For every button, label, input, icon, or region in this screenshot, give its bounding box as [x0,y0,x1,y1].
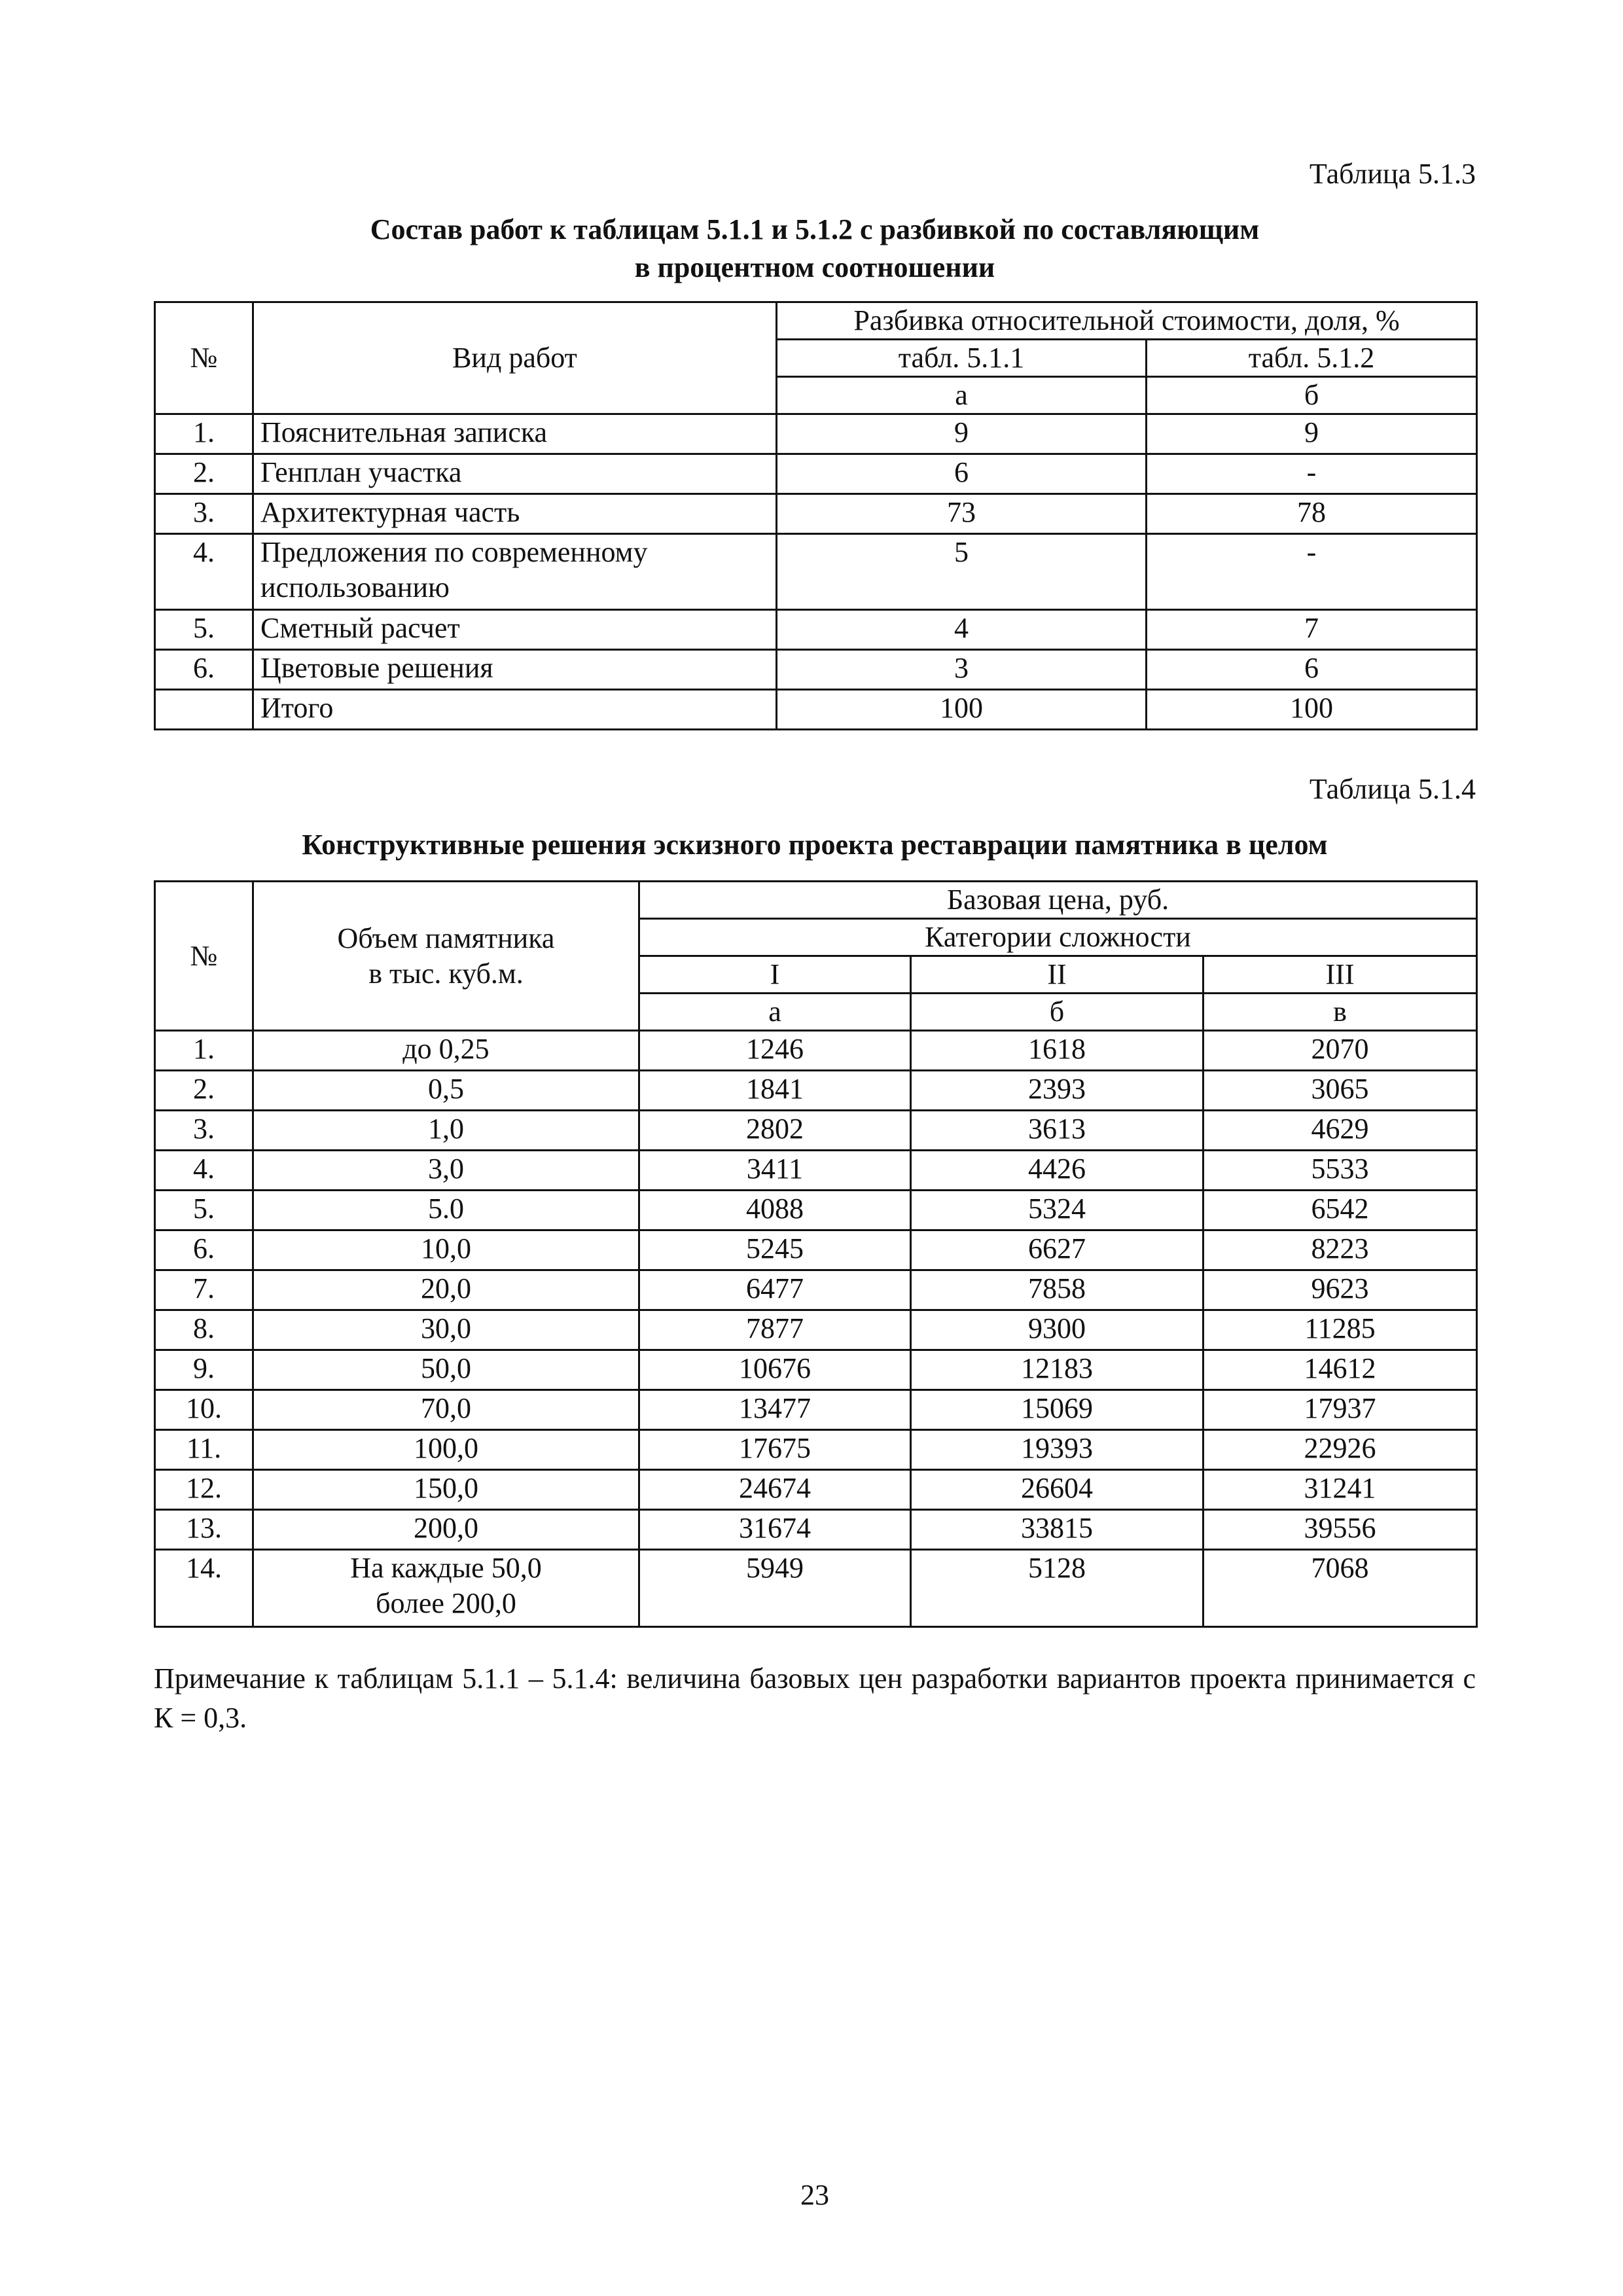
row-price-c: 2070 [1204,1031,1477,1071]
row-price-c: 39556 [1204,1510,1477,1550]
row-value-b: 9 [1147,414,1477,454]
row-num: 3. [155,1111,253,1151]
table2-header-base-price: Базовая цена, руб. [639,882,1477,919]
row-work-type: Предложения по современному использованию [253,534,777,610]
row-volume: 200,0 [253,1510,639,1550]
table2-label: Таблица 5.1.4 [1309,773,1476,805]
row-volume-line1: На каждые 50,0 [350,1552,542,1584]
table-row [155,534,1477,610]
row-value-b: 6 [1147,650,1477,690]
table-row [155,454,1477,494]
table2-header-cat1: I [639,956,911,994]
row-price-a: 5949 [639,1550,911,1627]
table1-header-work-type: Вид работ [253,302,777,414]
total-label: Итого [253,690,777,730]
row-price-b: 19393 [911,1430,1204,1470]
table-row [155,650,1477,690]
table1-header-col2: табл. 5.1.2 [1147,340,1477,377]
row-num: 8. [155,1310,253,1350]
row-price-c: 6542 [1204,1191,1477,1230]
row-volume: 50,0 [253,1350,639,1390]
table1-header-num: № [155,302,253,414]
table-row [155,1111,1477,1151]
table1-total-row [155,690,1477,730]
row-price-a: 13477 [639,1390,911,1430]
row-value-b: 7 [1147,610,1477,650]
row-volume: 3,0 [253,1151,639,1191]
table2-header-cat1-letter: а [639,994,911,1031]
row-price-a: 10676 [639,1350,911,1390]
table-row [155,1031,1477,1071]
row-num: 5. [155,610,253,650]
row-num: 4. [155,534,253,610]
row-value-a: 3 [777,650,1147,690]
row-num: 9. [155,1350,253,1390]
table1-header-breakdown: Разбивка относительной стоимости, доля, % [777,302,1477,340]
table1-title-line2: в процентном соотношении [634,251,995,283]
row-num: 3. [155,494,253,534]
row-num: 2. [155,1071,253,1111]
table-row [155,1270,1477,1310]
row-volume: 100,0 [253,1430,639,1470]
table1-header-col1-letter: а [777,377,1147,414]
row-work-type: Генплан участка [253,454,777,494]
row-price-c: 4629 [1204,1111,1477,1151]
row-volume: 150,0 [253,1470,639,1510]
row-value-a: 4 [777,610,1147,650]
row-price-c: 22926 [1204,1430,1477,1470]
row-num: 1. [155,414,253,454]
table2-header-cat2-letter: б [911,994,1204,1031]
row-price-a: 31674 [639,1510,911,1550]
row-price-c: 31241 [1204,1470,1477,1510]
table2-header-cat3-letter: в [1204,994,1477,1031]
row-price-a: 7877 [639,1310,911,1350]
row-volume: до 0,25 [253,1031,639,1071]
row-volume-line2: более 200,0 [376,1587,516,1619]
row-price-c: 14612 [1204,1350,1477,1390]
row-price-c: 11285 [1204,1310,1477,1350]
table2-header-volume-line1: Объем памятника [337,922,555,954]
row-value-b: - [1147,454,1477,494]
row-value-b: - [1147,534,1477,610]
row-price-a: 4088 [639,1191,911,1230]
row-price-a: 2802 [639,1111,911,1151]
row-volume: 10,0 [253,1230,639,1270]
table1-label: Таблица 5.1.3 [1309,158,1476,190]
row-volume: 30,0 [253,1310,639,1350]
row-price-b: 3613 [911,1111,1204,1151]
row-price-b: 4426 [911,1151,1204,1191]
row-volume: 0,5 [253,1071,639,1111]
row-price-b: 1618 [911,1031,1204,1071]
row-value-b: 78 [1147,494,1477,534]
row-price-a: 6477 [639,1270,911,1310]
row-num: 12. [155,1470,253,1510]
row-num: 6. [155,650,253,690]
row-price-a: 24674 [639,1470,911,1510]
table1-work-breakdown [154,301,1478,730]
row-price-b: 6627 [911,1230,1204,1270]
row-num: 6. [155,1230,253,1270]
row-work-type: Пояснительная записка [253,414,777,454]
row-value-a: 73 [777,494,1147,534]
row-num: 5. [155,1191,253,1230]
table-row [155,1230,1477,1270]
tables-note: Примечание к таблицам 5.1.1 – 5.1.4: величина базовых цен разработки вариантов проекта принимается с К = 0,3. [154,1662,1476,1734]
table-row [155,1310,1477,1350]
row-volume: 70,0 [253,1390,639,1430]
table2-header-row [155,882,1477,919]
row-price-b: 5128 [911,1550,1204,1627]
row-num: 14. [155,1550,253,1627]
row-work-type: Сметный расчет [253,610,777,650]
table-row [155,414,1477,454]
table2-last-row [155,1550,1477,1627]
table-row [155,1350,1477,1390]
row-price-b: 26604 [911,1470,1204,1510]
table-row [155,1191,1477,1230]
row-price-c: 5533 [1204,1151,1477,1191]
table-row [155,494,1477,534]
row-price-b: 5324 [911,1191,1204,1230]
table2-header-categories: Категории сложности [639,919,1477,956]
table-row [155,1151,1477,1191]
row-num: 7. [155,1270,253,1310]
row-price-c: 7068 [1204,1550,1477,1627]
row-volume [253,1550,639,1627]
total-value-a: 100 [777,690,1147,730]
row-price-a: 1246 [639,1031,911,1071]
row-value-a: 5 [777,534,1147,610]
row-value-a: 6 [777,454,1147,494]
table2-title: Конструктивные решения эскизного проекта реставрации памятника в целом [302,829,1328,861]
table-row [155,1390,1477,1430]
row-price-c: 3065 [1204,1071,1477,1111]
row-num: 11. [155,1430,253,1470]
row-price-a: 3411 [639,1151,911,1191]
row-num: 1. [155,1031,253,1071]
row-price-b: 7858 [911,1270,1204,1310]
row-price-b: 2393 [911,1071,1204,1111]
row-num: 2. [155,454,253,494]
row-work-type: Цветовые решения [253,650,777,690]
row-price-a: 1841 [639,1071,911,1111]
row-price-c: 8223 [1204,1230,1477,1270]
row-price-b: 15069 [911,1390,1204,1430]
row-value-a: 9 [777,414,1147,454]
row-price-b: 33815 [911,1510,1204,1550]
table2-header-volume-line2: в тыс. куб.м. [368,957,524,990]
table1-title-line1: Состав работ к таблицам 5.1.1 и 5.1.2 с разбивкой по составляющим [370,213,1260,245]
row-price-b: 12183 [911,1350,1204,1390]
row-price-c: 9623 [1204,1270,1477,1310]
table2-header-num: № [155,882,253,1031]
row-volume: 20,0 [253,1270,639,1310]
table-row [155,1470,1477,1510]
total-num [155,690,253,730]
table-row [155,1510,1477,1550]
row-num: 4. [155,1151,253,1191]
table-row [155,1430,1477,1470]
table1-header-col1: табл. 5.1.1 [777,340,1147,377]
table2-header-cat3: III [1204,956,1477,994]
table2-base-prices [154,880,1478,1628]
table2-header-cat2: II [911,956,1204,994]
row-price-c: 17937 [1204,1390,1477,1430]
table2-header-volume [253,882,639,1031]
row-work-type: Архитектурная часть [253,494,777,534]
total-value-b: 100 [1147,690,1477,730]
table-row [155,1071,1477,1111]
page-number: 23 [800,2179,829,2211]
row-volume: 5.0 [253,1191,639,1230]
table1-header-row [155,302,1477,340]
row-price-a: 17675 [639,1430,911,1470]
table-row [155,610,1477,650]
row-volume: 1,0 [253,1111,639,1151]
row-price-a: 5245 [639,1230,911,1270]
row-price-b: 9300 [911,1310,1204,1350]
table1-header-col2-letter: б [1147,377,1477,414]
row-num: 10. [155,1390,253,1430]
row-num: 13. [155,1510,253,1550]
table1-title [154,211,1476,287]
